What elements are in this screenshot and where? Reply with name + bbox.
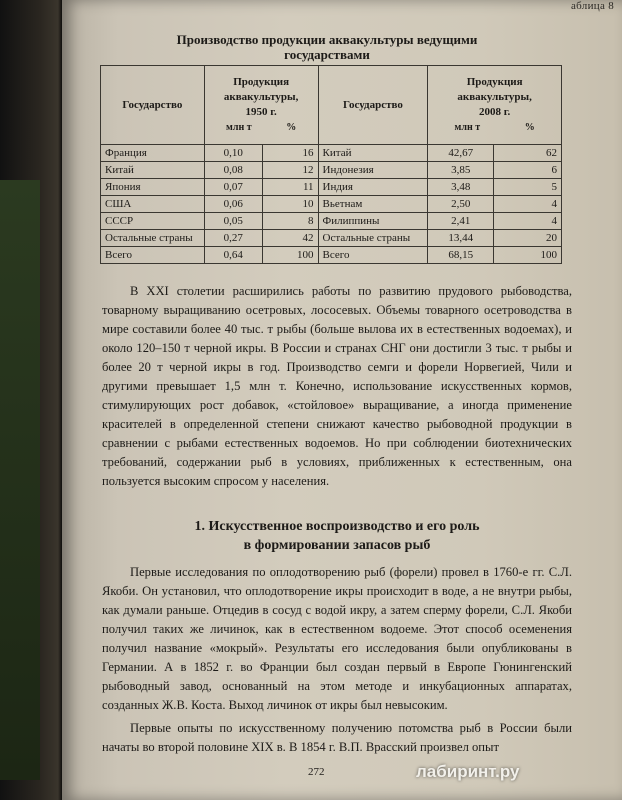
cell-mln: 3,85 xyxy=(428,162,494,179)
cell-pct: 62 xyxy=(494,145,562,162)
table-caption xyxy=(162,32,492,62)
cell-mln: 68,15 xyxy=(428,247,494,264)
header-country-left: Государство xyxy=(101,66,205,145)
header-country-right: Государство xyxy=(318,66,428,145)
body-text-block-1 xyxy=(102,282,572,491)
cell-pct: 12 xyxy=(262,162,318,179)
cell-mln: 13,44 xyxy=(428,230,494,247)
book-page xyxy=(62,0,622,800)
book-spine xyxy=(0,180,40,780)
cell-mln: 2,50 xyxy=(428,196,494,213)
unit-pct: % xyxy=(524,122,535,133)
paragraph: В XXI столетии расширились работы по развитию прудового рыбоводства, товарному выращиванию осетровых, лососевых. Объемы товарного осетроводства в мире составили более 40 тыс. т рыбы (больше вылова их в естественных водоемах), и около 120–150 т черной икры. В России и странах СНГ они достигли 3 тыс. т рыбы и более 20 т черной икры в год. Производство семги и форели Норвегией, Чили и другими превышает 1,5 млн т. Конечно, использование искусственных кормов, стимулирующих рост добавок, «стойловое» выращивание, а иногда применение красителей в определенной степени снижают качество рыбоводной продукции в сравнении с рыбами естественных водоемов. Но при соблюдении биотехнических требований, содержании рыб в условиях, приближенных к естественным, она пользуется высоким спросом у населения. xyxy=(102,284,572,488)
cell-pct: 5 xyxy=(494,179,562,196)
cell-country: Китай xyxy=(101,162,205,179)
header-prod-line3: 2008 г. xyxy=(479,106,511,118)
cell-country: США xyxy=(101,196,205,213)
table-row xyxy=(101,179,562,196)
table-row xyxy=(101,145,562,162)
table-row xyxy=(101,196,562,213)
table-caption-line1: Производство продукции аквакультуры ведущими xyxy=(176,32,478,47)
watermark-logo: лабиринт.ру xyxy=(416,762,520,781)
section-title-line1: 1. Искусственное воспроизводство и его роль xyxy=(194,519,480,534)
header-prod-line3: 1950 г. xyxy=(245,106,277,118)
table-row xyxy=(101,230,562,247)
cell-pct: 100 xyxy=(494,247,562,264)
page-number: 272 xyxy=(308,766,325,778)
cell-country: Индонезия xyxy=(318,162,428,179)
cell-mln: 42,67 xyxy=(428,145,494,162)
cell-pct: 6 xyxy=(494,162,562,179)
header-prod-line1: Продукция xyxy=(233,76,290,88)
cell-mln: 0,27 xyxy=(204,230,262,247)
unit-mln: млн т xyxy=(226,122,252,133)
cell-pct: 42 xyxy=(262,230,318,247)
cell-pct: 11 xyxy=(262,179,318,196)
cell-country: Остальные страны xyxy=(318,230,428,247)
cell-pct: 8 xyxy=(262,213,318,230)
cell-mln: 0,64 xyxy=(204,247,262,264)
table-caption-line2: государствами xyxy=(284,47,370,62)
aquaculture-table xyxy=(100,65,562,264)
paragraph: Первые исследования по оплодотворению рыб (форели) провел в 1760-е гг. С.Л. Якоби. Он установил, что оплодотворение икры происходит в воде, а не внутри рыбы, как думали раньше. Отцедив в сосуд с водой икру, а затем сперму форели, С.Л. Якоби получил таких же личинок, как в естественном водоеме. Этот способ осеменения получил название «мокрый». Результаты его исследования были опубликованы в Германии. А в 1852 г. во Франции был создан первый в Европе Гюнингенский рыбоводный завод, основанный на этом методе и инкубационных аппаратах, созданных Ж.В. Коста. Выход личинок от икры был невысоким. xyxy=(102,565,572,712)
header-prod-line2: аквакультуры, xyxy=(223,91,299,103)
section-title-line2: в формировании запасов рыб xyxy=(243,538,431,553)
cell-mln: 0,10 xyxy=(204,145,262,162)
unit-mln: млн т xyxy=(454,122,481,133)
cell-country: Индия xyxy=(318,179,428,196)
cell-pct: 20 xyxy=(494,230,562,247)
cell-mln: 3,48 xyxy=(428,179,494,196)
cell-mln: 0,07 xyxy=(204,179,262,196)
cell-country: Япония xyxy=(101,179,205,196)
header-production-2008 xyxy=(428,66,562,145)
header-prod-line2: аквакультуры, xyxy=(457,91,532,103)
cell-pct: 10 xyxy=(262,196,318,213)
cell-country: Остальные страны xyxy=(101,230,205,247)
header-units xyxy=(209,120,314,135)
cell-country: Филиппины xyxy=(318,213,428,230)
table-row-total xyxy=(101,247,562,264)
cell-mln: 0,06 xyxy=(204,196,262,213)
cell-mln: 0,08 xyxy=(204,162,262,179)
section-title xyxy=(122,517,552,555)
table-label-tab: аблица 8 xyxy=(571,0,614,12)
cell-country: СССР xyxy=(101,213,205,230)
cell-mln: 0,05 xyxy=(204,213,262,230)
unit-pct: % xyxy=(286,122,297,133)
cell-pct: 100 xyxy=(262,247,318,264)
paragraph: Первые опыты по искусственному получению потомства рыб в России были начаты во второй половине XIX в. В 1854 г. В.П. Врасский произвел опыт xyxy=(102,721,572,754)
cell-country: Китай xyxy=(318,145,428,162)
cell-country: Всего xyxy=(101,247,205,264)
cell-country: Франция xyxy=(101,145,205,162)
cell-country: Всего xyxy=(318,247,428,264)
header-production-1950 xyxy=(204,66,318,145)
cell-mln: 2,41 xyxy=(428,213,494,230)
table-row xyxy=(101,213,562,230)
header-prod-line1: Продукция xyxy=(466,76,523,88)
cell-pct: 16 xyxy=(262,145,318,162)
header-units xyxy=(432,120,557,135)
table-row xyxy=(101,162,562,179)
cell-country: Вьетнам xyxy=(318,196,428,213)
cell-pct: 4 xyxy=(494,213,562,230)
table-header-row xyxy=(101,66,562,145)
body-text-block-2 xyxy=(102,563,572,757)
cell-pct: 4 xyxy=(494,196,562,213)
